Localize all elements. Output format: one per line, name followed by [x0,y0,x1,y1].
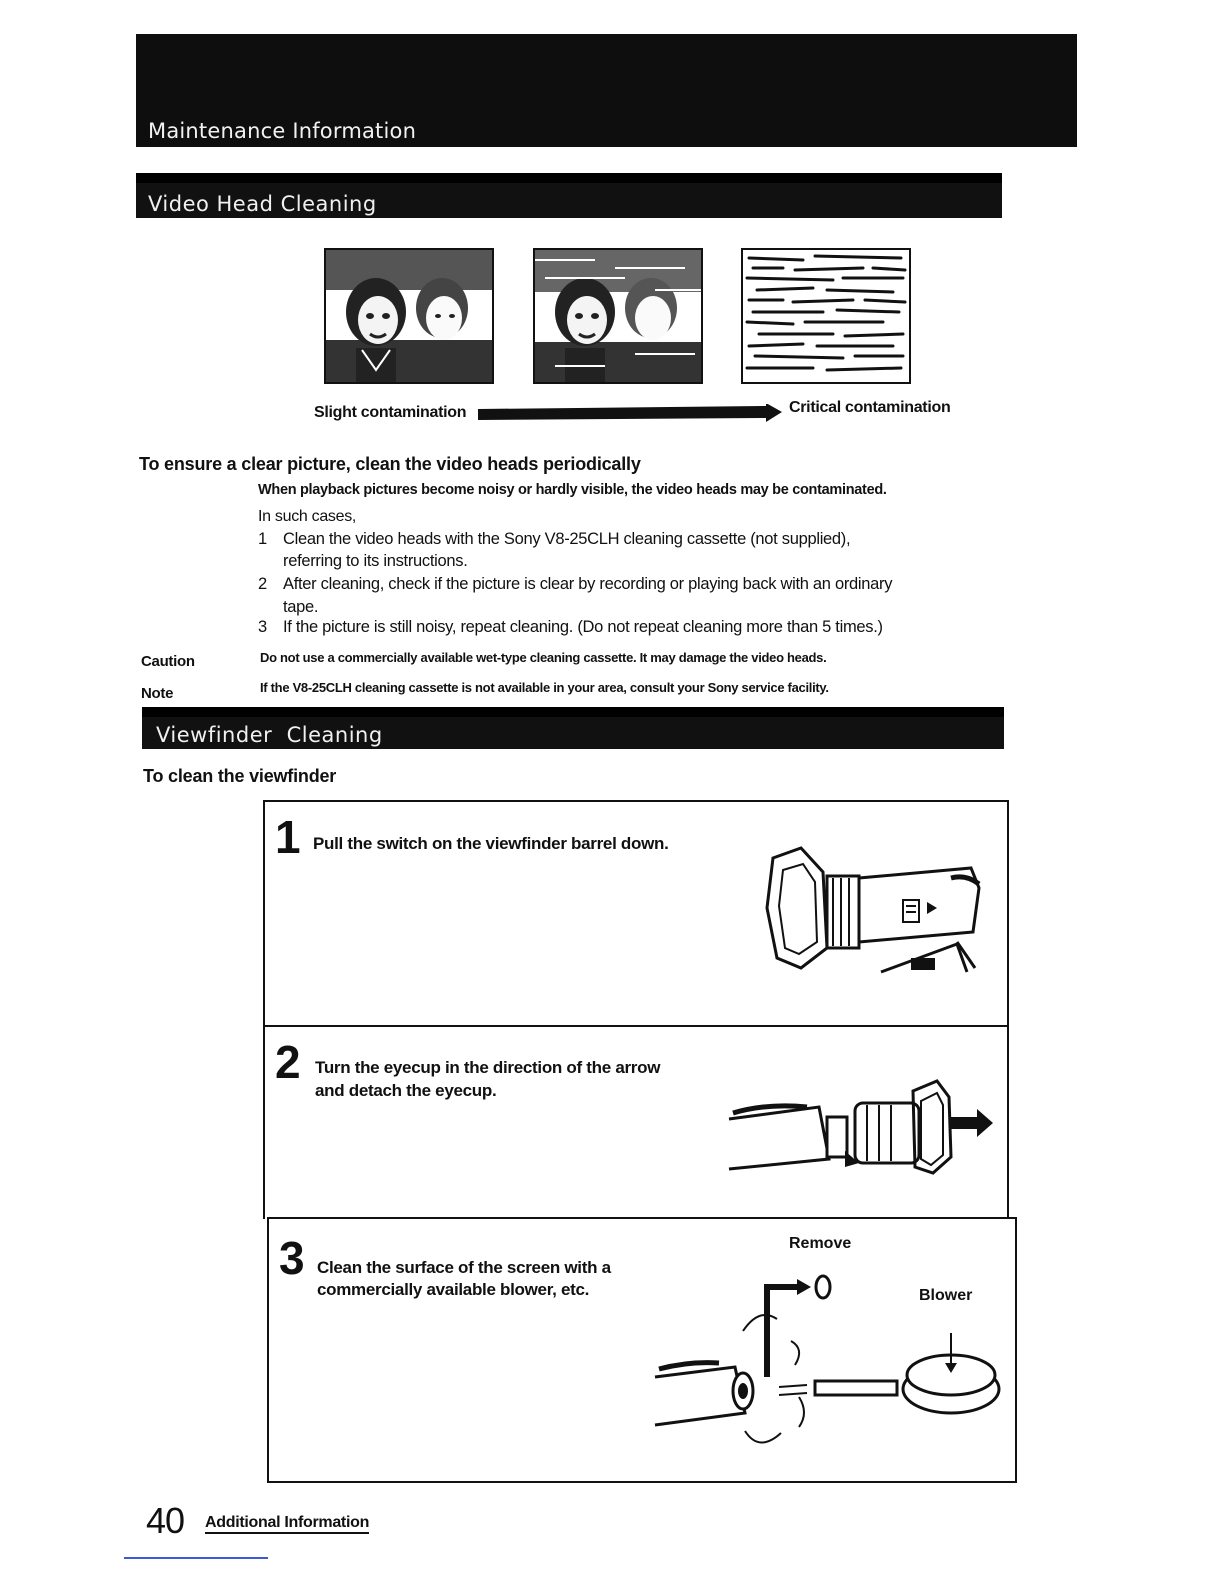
section-bar-video-head [136,173,1002,218]
intro-line-1: When playback pictures become noisy or hardly visible, the video heads may be contaminated. [258,482,887,498]
viewfinder-heading: To clean the viewfinder [143,766,337,786]
section-title-viewfinder: Viewfinder Cleaning [156,723,383,747]
slight-contamination-label: Slight contamination [314,404,467,421]
caution-label: Caution [141,653,195,670]
note-text: If the V8-25CLH cleaning cassette is not available in your area, consult your Sony service facility. [260,680,829,695]
section-title-video-head: Video Head Cleaning [148,192,377,216]
video-head-heading: To ensure a clear picture, clean the video heads periodically [139,454,641,474]
note-label: Note [141,685,174,702]
step-text-line-2: and detach the eyecup. [315,1081,497,1100]
remove-label: Remove [789,1235,852,1252]
chapter-banner [136,34,1077,147]
step-text: Pull the switch on the viewfinder barrel down. [313,834,669,853]
step-number: 2 [275,1036,301,1088]
viewfinder-step-1 [263,800,1009,1027]
cleaning-step-3 [258,616,883,638]
step-number: 1 [258,530,267,548]
step-number: 1 [275,811,301,863]
blower-cleaning-illustration [649,1257,1009,1477]
step-number: 3 [258,618,267,636]
picture-slight-contamination [324,248,494,384]
viewfinder-switch-illustration [761,838,991,988]
contamination-scale-arrow [478,404,782,424]
cleaning-step-2-cont: tape. [283,598,319,616]
step-number: 2 [258,575,267,593]
picture-moderate-contamination [533,248,703,384]
blower-label: Blower [919,1287,973,1304]
intro-line-2: In such cases, [258,508,357,525]
footer-divider [124,1557,268,1559]
eyecup-removal-illustration [727,1077,997,1177]
step-number: 3 [279,1232,305,1284]
chapter-title: Maintenance Information [148,119,417,143]
step-text: After cleaning, check if the picture is clear by recording or playing back with an ordinary [283,575,893,593]
step-text-line-1: Clean the surface of the screen with a [317,1258,611,1277]
viewfinder-step-2 [263,1025,1009,1219]
step-text: If the picture is still noisy, repeat cleaning. (Do not repeat cleaning more than 5 times.) [283,618,883,636]
cleaning-step-1 [258,528,850,550]
critical-contamination-label: Critical contamination [789,399,951,416]
cleaning-step-2 [258,573,892,595]
footer-section-label: Additional Information [205,1514,369,1534]
cleaning-step-1-cont: referring to its instructions. [283,552,468,570]
caution-text: Do not use a commercially available wet-type cleaning cassette. It may damage the video heads. [260,650,827,665]
viewfinder-step-3 [267,1217,1017,1483]
step-text-line-1: Turn the eyecup in the direction of the arrow [315,1058,661,1077]
step-text-line-2: commercially available blower, etc. [317,1280,590,1299]
section-bar-viewfinder [142,707,1004,749]
step-text: Clean the video heads with the Sony V8-25CLH cleaning cassette (not supplied), [283,530,851,548]
picture-critical-contamination [741,248,911,384]
page-number: 40 [146,1500,185,1541]
